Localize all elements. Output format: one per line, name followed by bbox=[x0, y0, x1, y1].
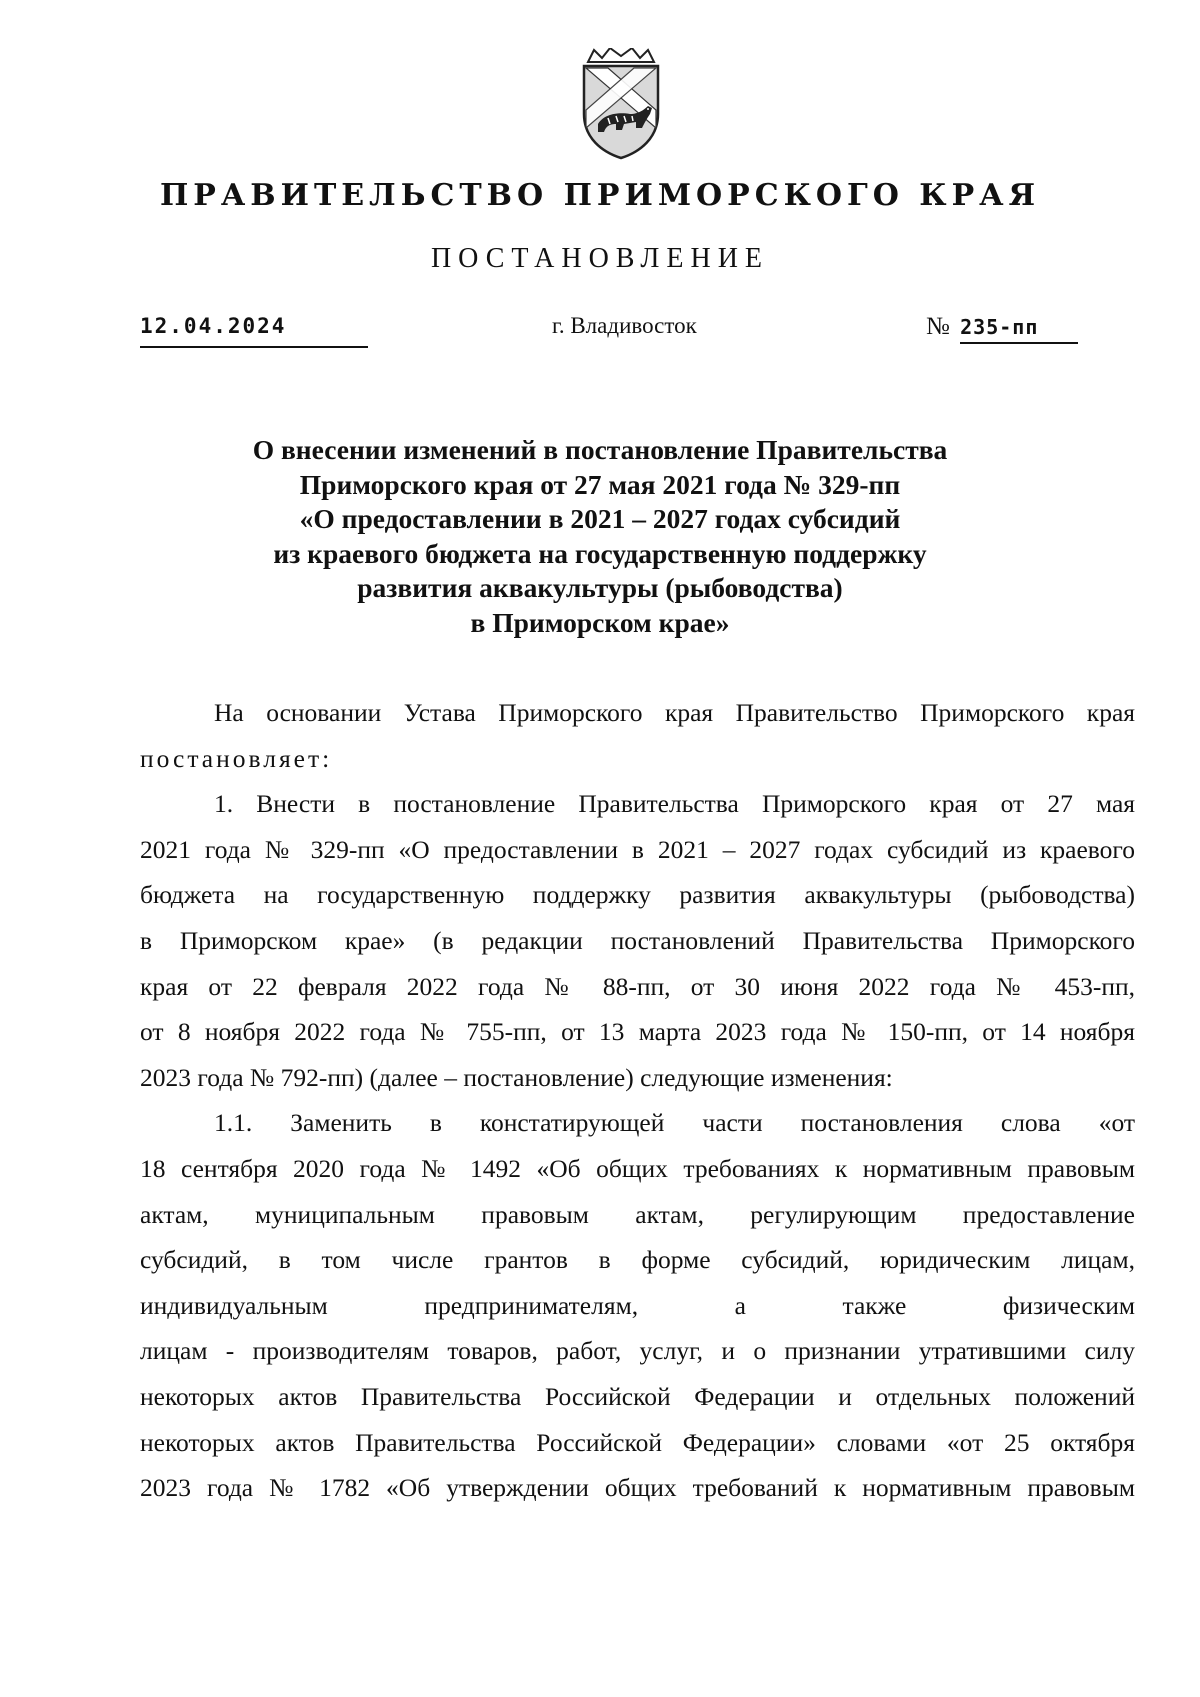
body-line: некоторых актов Правительства Российской Федерации и отдельных положений bbox=[140, 1381, 1135, 1411]
body-line: бюджета на государственную поддержку развития аквакультуры (рыбоводства) bbox=[140, 880, 1135, 910]
body-line: 18 сентября 2020 года № 1492 «Об общих требованиях к нормативным правовым bbox=[140, 1153, 1135, 1183]
body-line: в Приморском крае» (в редакции постановлений Правительства Приморского bbox=[140, 925, 1135, 955]
body-line: некоторых актов Правительства Российской Федерации» словами «от 25 октября bbox=[140, 1427, 1135, 1457]
document-body bbox=[140, 690, 1135, 1511]
title-line: «О предоставлении в 2021 – 2027 годах субсидий bbox=[299, 503, 901, 534]
body-line: постановляет: bbox=[140, 743, 333, 773]
title-line: в Приморском крае» bbox=[470, 606, 730, 638]
body-line: 1. Внести в постановление Правительства Приморского края от 27 мая bbox=[214, 789, 1135, 819]
number-sign: № bbox=[926, 313, 950, 340]
body-line: 2023 года № 1782 «Об утверждении общих требований к нормативным правовым bbox=[140, 1473, 1135, 1503]
title-line: О внесении изменений в постановление Правительства bbox=[252, 434, 948, 465]
document-type: ПОСТАНОВЛЕНИЕ bbox=[430, 243, 770, 274]
title-line: из краевого бюджета на государственную поддержку bbox=[273, 537, 927, 569]
body-line: 2021 года № 329-пп «О предоставлении в 2021 – 2027 годах субсидий из краевого bbox=[140, 834, 1135, 864]
document-number bbox=[926, 313, 1078, 344]
number-value: 235-пп bbox=[960, 315, 1078, 344]
body-line: На основании Устава Приморского края Правительство Приморского края bbox=[214, 698, 1135, 727]
body-line: индивидуальным предпринимателям, а также физическим bbox=[140, 1290, 1135, 1320]
coat-of-arms-icon bbox=[574, 48, 668, 160]
body-line: от 8 ноября 2022 года № 755-пп, от 13 марта 2023 года № 150-пп, от 14 ноября bbox=[140, 1017, 1135, 1047]
body-line: субсидий, в том числе грантов в форме субсидий, юридическим лицам, bbox=[140, 1245, 1135, 1275]
body-line: актам, муниципальным правовым актам, регулирующим предоставление bbox=[140, 1199, 1135, 1229]
document-title bbox=[0, 433, 1200, 640]
body-line: лицам - производителям товаров, работ, услуг, и о признании утратившими силу bbox=[140, 1336, 1135, 1366]
document-city: г. Владивосток bbox=[552, 313, 697, 338]
body-line: края от 22 февраля 2022 года № 88-пп, от 30 июня 2022 года № 453-пп, bbox=[140, 971, 1135, 1001]
body-line: 2023 года № 792-пп) (далее – постановление) следующие изменения: bbox=[140, 1062, 893, 1092]
title-line: развития аквакультуры (рыбоводства) bbox=[357, 572, 843, 603]
document-date: 12.04.2024 bbox=[140, 314, 368, 348]
title-line: Приморского края от 27 мая 2021 года № 329-пп bbox=[299, 468, 901, 500]
body-line: 1.1. Заменить в констатирующей части постановления слова «от bbox=[214, 1108, 1135, 1138]
government-title: ПРАВИТЕЛЬСТВО ПРИМОРСКОГО КРАЯ bbox=[159, 178, 1041, 213]
